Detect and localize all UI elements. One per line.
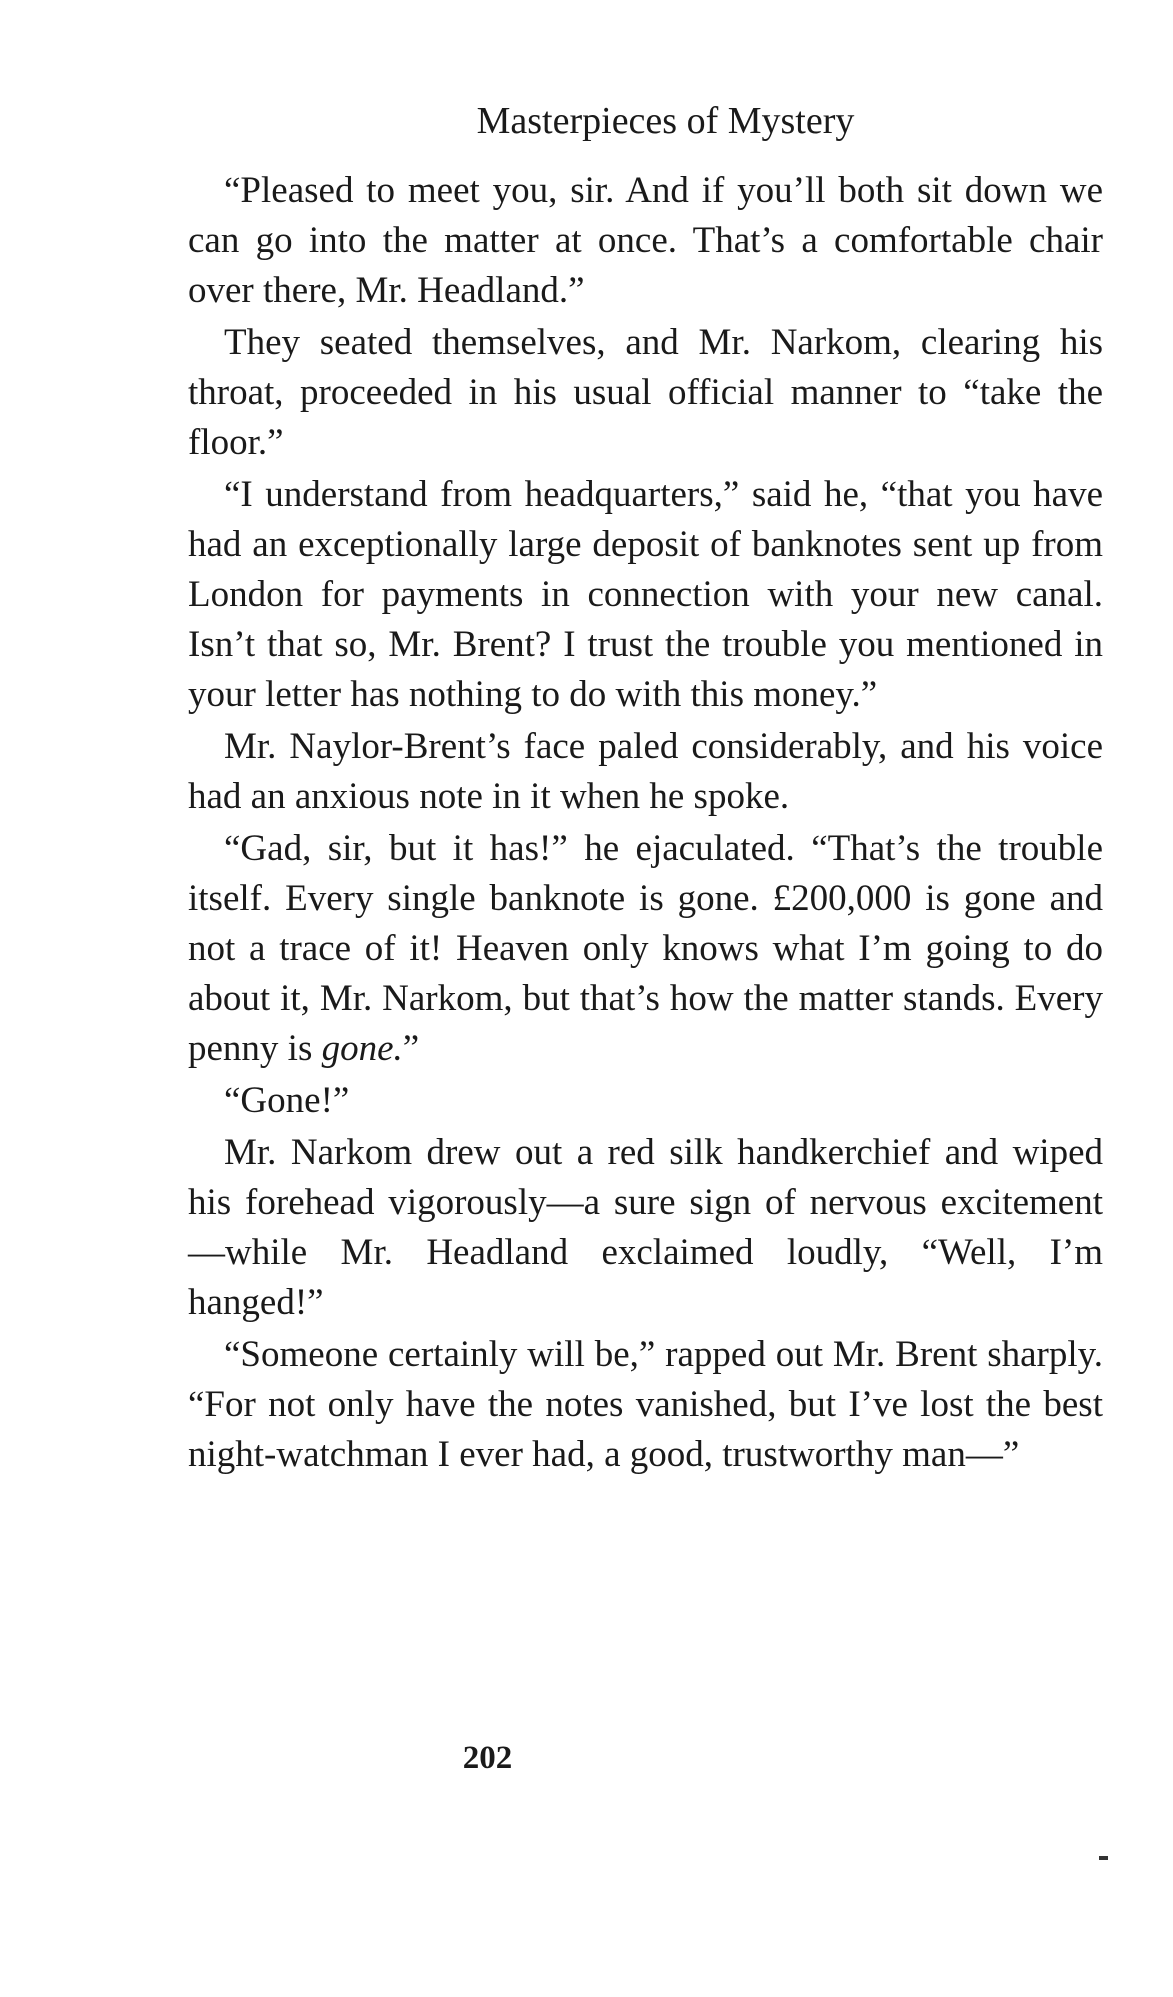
paragraph-3: “I understand from headquarters,” said he, “that you have had an exceptionally large deposit of banknotes sent up from London for payments in connection with your new canal. Isn’t that so, Mr. Brent? I trust the trouble you mentioned in your letter has nothing to do with this money.” [188,474,1103,715]
paragraph-1: “Pleased to meet you, sir. And if you’ll both sit down we can go into the matter at once. That’s a comfortable chair over there, Mr. Headland.” [188,170,1103,311]
paragraph-4: Mr. Naylor-Brent’s face paled considerably, and his voice had an anxious note in it when he spoke. [188,726,1103,817]
paragraph-7: Mr. Narkom drew out a red silk handkerchief and wiped his forehead vigorously—a sure sign of nervous excitement—while Mr. Headland exclaimed loudly, “Well, I’m hanged!” [188,1132,1103,1323]
paragraph-5-closing: ” [402,1028,420,1069]
page-number: 202 [462,1740,513,1776]
paragraph-5-emphasis: gone. [321,1028,403,1069]
ink-speck [1099,1856,1108,1860]
paragraph-8: “Someone certainly will be,” rapped out Mr. Brent sharply. “For not only have the notes vanished, but I’ve lost the best night-watchman I ever had, a good, trustworthy man—” [188,1334,1103,1475]
paragraph-2: They seated themselves, and Mr. Narkom, clearing his throat, proceeded in his usual official manner to “take the floor.” [188,322,1103,463]
paragraph-5 [188,824,1103,1074]
paragraph-6: “Gone!” [224,1080,350,1121]
book-page [188,96,1103,1482]
paragraph-5-text: “Gad, sir, but it has!” he ejaculated. “That’s the trouble itself. Every single banknote is gone. £200,000 is gone and not a trace of it! Heaven only knows what I’m going to do about it, Mr. Narkom, but that’s how the matter stands. Every penny is [188,828,1103,1069]
running-title: Masterpieces of Mystery [476,100,855,142]
